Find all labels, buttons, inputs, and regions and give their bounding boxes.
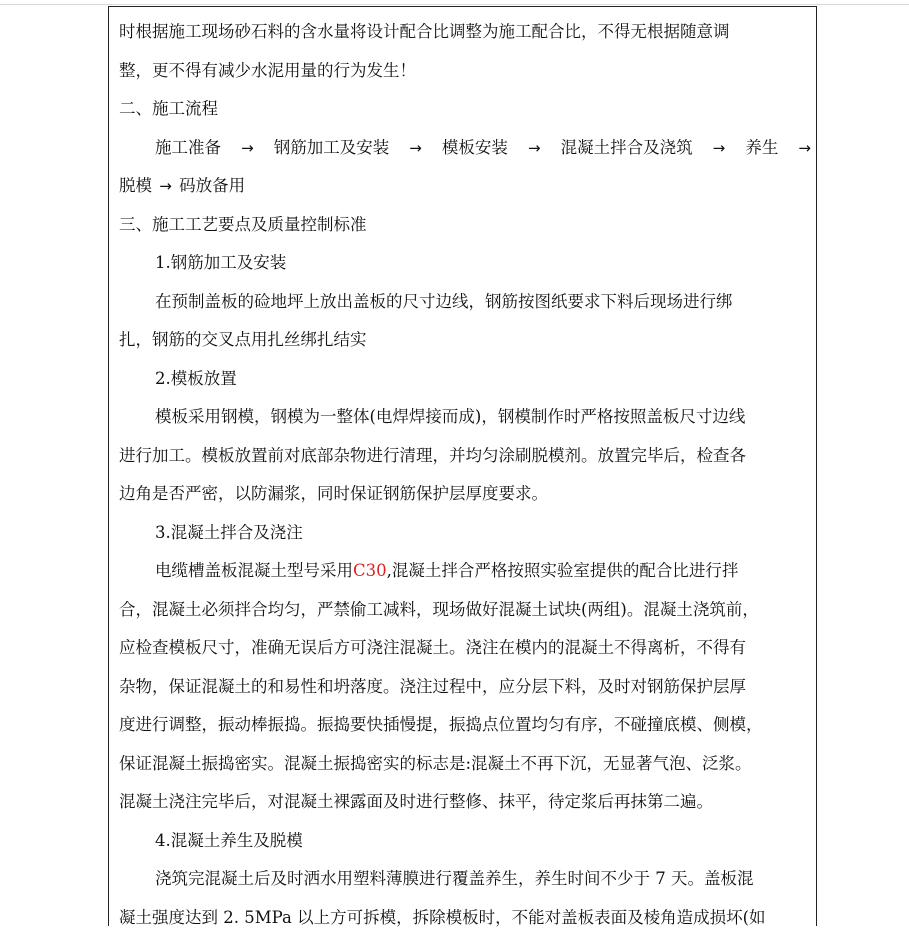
document-body xyxy=(119,13,813,937)
arrow-right-icon: → xyxy=(239,129,256,168)
paragraph-line: 模板采用钢模，钢模为一整体(电焊焊接而成)，钢模制作时严格按照盖板尺寸边线 xyxy=(119,398,813,437)
paragraph-line: 进行加工。模板放置前对底部杂物进行清理，并均匀涂刷脱模剂。放置完毕后，检查各 xyxy=(119,437,813,476)
flow-step: 养生 xyxy=(745,129,778,168)
section-heading-construction-flow: 二、施工流程 xyxy=(119,90,813,129)
paragraph-line: 时根据施工现场砂石料的含水量将设计配合比调整为施工配合比，不得无根据随意调 xyxy=(119,13,813,52)
paragraph-line: 保证混凝土振捣密实。混凝土振捣密实的标志是:混凝土不再下沉，无显著气泡、泛浆。 xyxy=(119,745,813,784)
arrow-right-icon: → xyxy=(407,129,424,168)
arrow-right-icon: → xyxy=(711,129,728,168)
paragraph-text: 电缆槽盖板混凝土型号采用 xyxy=(155,561,353,580)
arrow-right-icon: → xyxy=(796,129,813,168)
paragraph-line: 度进行调整，振动棒振捣。振捣要快插慢提，振捣点位置均匀有序，不碰撞底模、侧模， xyxy=(119,706,813,745)
paragraph-line xyxy=(119,552,813,591)
flow-step: 模板安装 xyxy=(442,129,508,168)
subsection-title: 3.混凝土拌合及浇注 xyxy=(119,514,813,553)
paragraph-line: 应检查模板尺寸，准确无误后方可浇注混凝土。浇注在模内的混凝土不得离析，不得有 xyxy=(119,629,813,668)
flow-step: 混凝土拌合及浇筑 xyxy=(561,129,693,168)
paragraph-line: 整，更不得有减少水泥用量的行为发生！ xyxy=(119,52,813,91)
paragraph-line: 浇筑完混凝土后及时洒水用塑料薄膜进行覆盖养生，养生时间不少于 7 天。盖板混 xyxy=(119,860,813,899)
arrow-right-icon: → xyxy=(526,129,543,168)
arrow-right-icon: → xyxy=(157,167,174,206)
flow-line xyxy=(119,167,813,206)
flow-line xyxy=(119,129,813,168)
flow-step: 脱模 xyxy=(119,176,152,195)
subsection-title: 2.模板放置 xyxy=(119,360,813,399)
paragraph-line: 边角是否严密，以防漏浆，同时保证钢筋保护层厚度要求。 xyxy=(119,475,813,514)
paragraph-line: 合，混凝土必须拌合均匀，严禁偷工减料，现场做好混凝土试块(两组)。混凝土浇筑前， xyxy=(119,591,813,630)
paragraph-line: 混凝土浇注完毕后，对混凝土裸露面及时进行整修、抹平，待定浆后再抹第二遍。 xyxy=(119,783,813,822)
subsection-title: 1.钢筋加工及安装 xyxy=(119,244,813,283)
subsection-title: 4.混凝土养生及脱模 xyxy=(119,822,813,861)
paragraph-text: ,混凝土拌合严格按照实验室提供的配合比进行拌 xyxy=(387,561,739,580)
paragraph-line: 凝土强度达到 2. 5MPa 以上方可拆模，拆除模板时，不能对盖板表面及棱角造成损坏(如 xyxy=(119,899,813,937)
paragraph-line: 扎，钢筋的交叉点用扎丝绑扎结实 xyxy=(119,321,813,360)
paragraph-line: 杂物，保证混凝土的和易性和坍落度。浇注过程中，应分层下料，及时对钢筋保护层厚 xyxy=(119,668,813,707)
flow-step: 施工准备 xyxy=(155,129,221,168)
section-heading-process-points: 三、施工工艺要点及质量控制标准 xyxy=(119,206,813,245)
flow-step: 码放备用 xyxy=(179,176,245,195)
paragraph-line: 在预制盖板的硷地坪上放出盖板的尺寸边线，钢筋按图纸要求下料后现场进行绑 xyxy=(119,283,813,322)
concrete-grade-highlight: C30 xyxy=(353,561,387,580)
flow-step: 钢筋加工及安装 xyxy=(274,129,390,168)
top-divider xyxy=(0,4,909,5)
